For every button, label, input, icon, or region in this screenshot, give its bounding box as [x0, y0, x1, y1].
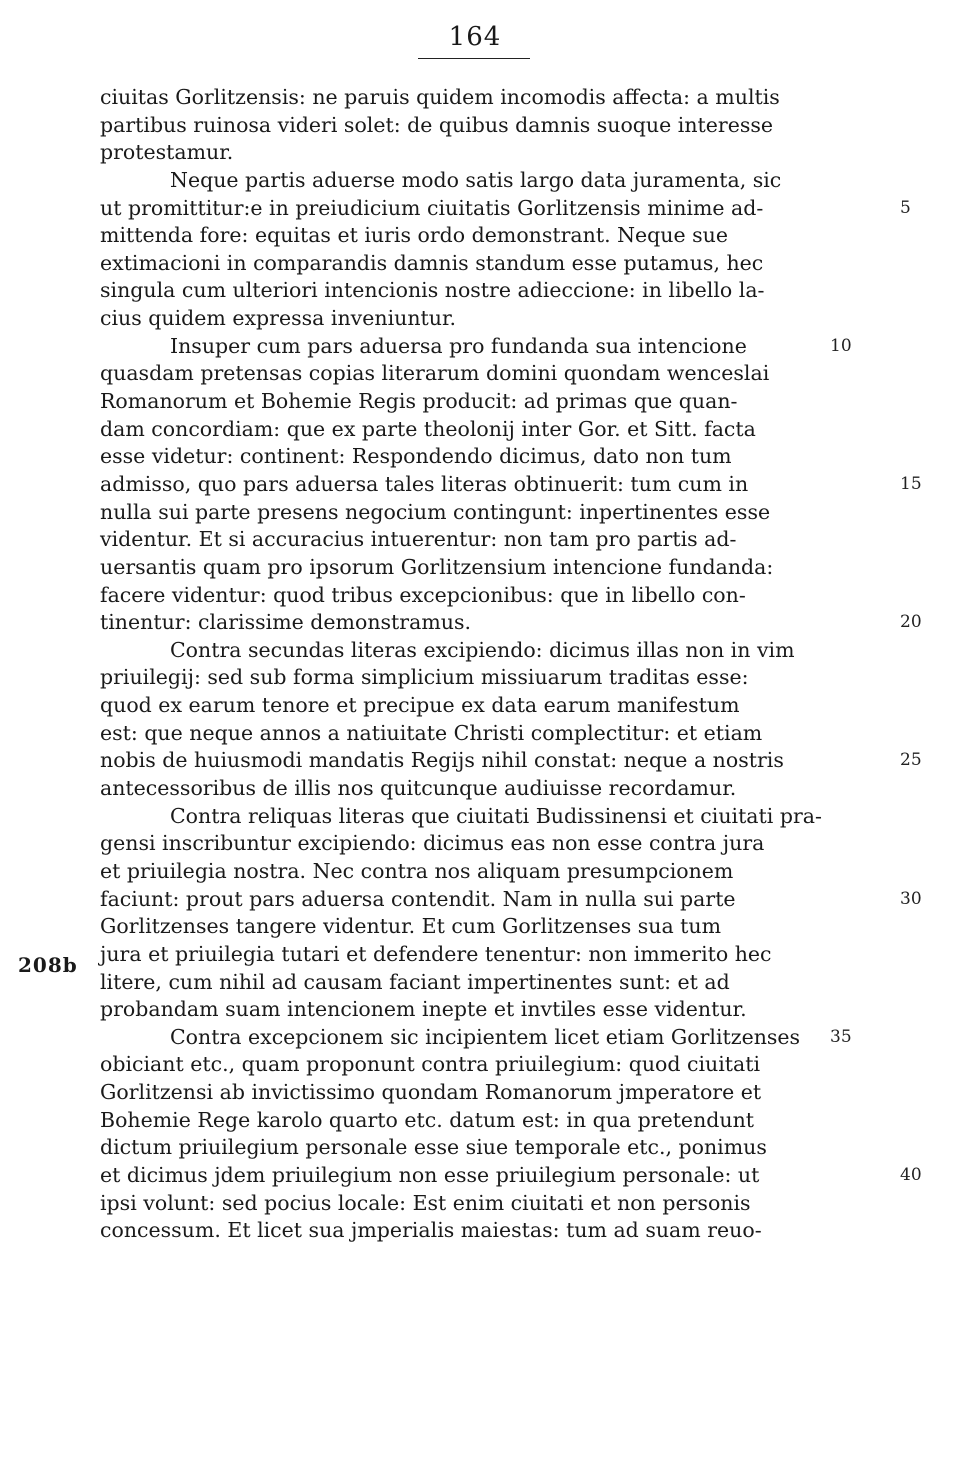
line-number: 10 [830, 335, 852, 356]
text-line [100, 1190, 890, 1218]
text-line [100, 1079, 890, 1107]
text-line [100, 526, 890, 554]
text-line [100, 167, 890, 195]
line-text: est: que neque annos a natiuitate Christi complectitur: et etiam [100, 720, 763, 745]
line-text: litere, cum nihil ad causam faciant impertinentes sunt: et ad [100, 969, 730, 994]
text-line [100, 471, 922, 499]
line-text: tinentur: clarissime demonstramus. [100, 610, 471, 635]
text-line [100, 941, 890, 969]
line-text: dictum priuilegium personale esse siue temporale etc., ponimus [100, 1135, 767, 1160]
text-line [100, 775, 890, 803]
text-line [100, 195, 911, 223]
text-line [100, 1107, 890, 1135]
line-text: faciunt: prout pars aduersa contendit. Nam in nulla sui parte [100, 886, 736, 911]
line-text: ut promittitur:e in preiudicium ciuitatis Gorlitzensis minime ad- [100, 195, 764, 220]
text-line [100, 886, 922, 914]
text-line [100, 803, 890, 831]
text-line [100, 112, 890, 140]
text-line [100, 858, 890, 886]
line-text: quod ex earum tenore et precipue ex data earum manifestum [100, 693, 740, 718]
line-text: mittenda fore: equitas et iuris ordo demonstrant. Neque sue [100, 223, 729, 248]
text-line [100, 582, 890, 610]
page-number-rule [418, 58, 530, 59]
line-text: nulla sui parte presens negocium contingunt: inpertinentes esse [100, 499, 771, 524]
line-text: et dicimus jdem priuilegium non esse priuilegium personale: ut [100, 1162, 760, 1187]
line-text: obiciant etc., quam proponunt contra priuilegium: quod ciuitati [100, 1052, 761, 1077]
text-line [100, 360, 890, 388]
line-text: esse videtur: continent: Respondendo dicimus, dato non tum [100, 444, 732, 469]
text-line [100, 333, 890, 361]
text-line [100, 720, 890, 748]
page-number: 164 [448, 22, 502, 52]
text-line [100, 139, 890, 167]
line-text: gensi inscribuntur excipiendo: dicimus eas non esse contra jura [100, 831, 765, 856]
line-text: Insuper cum pars aduersa pro fundanda sua intencione [170, 333, 747, 358]
text-line [100, 1051, 890, 1079]
text-line [100, 443, 890, 471]
line-text: Bohemie Rege karolo quarto etc. datum est: in qua pretendunt [100, 1107, 755, 1132]
line-text: Gorlitzensi ab invictissimo quondam Romanorum jmperatore et [100, 1080, 762, 1105]
line-text: jura et priuilegia tutari et defendere tenentur: non immerito hec [100, 941, 772, 966]
text-line [100, 1134, 890, 1162]
line-text: extimacioni in comparandis damnis standum esse putamus, hec [100, 250, 764, 275]
text-line [100, 416, 890, 444]
text-line [100, 84, 890, 112]
line-number: 40 [900, 1164, 922, 1185]
line-text: priuilegij: sed sub forma simplicium missiuarum traditas esse: [100, 665, 749, 690]
text-line [100, 692, 890, 720]
line-text: nobis de huiusmodi mandatis Regijs nihil constat: neque a nostris [100, 748, 784, 773]
line-text: videntur. Et si accuracius intuerentur: non tam pro partis ad- [100, 527, 737, 552]
text-line [100, 913, 890, 941]
line-text: concessum. Et licet sua jmperialis maiestas: tum ad suam reuo- [100, 1218, 762, 1243]
line-text: quasdam pretensas copias literarum domini quondam wenceslai [100, 361, 770, 386]
line-text: Gorlitzenses tangere videntur. Et cum Gorlitzenses sua tum [100, 914, 722, 939]
text-line [100, 969, 890, 997]
line-text: Romanorum et Bohemie Regis producit: ad primas que quan- [100, 389, 738, 414]
text-line [100, 637, 890, 665]
line-text: cius quidem expressa inveniuntur. [100, 306, 457, 331]
line-text: dam concordiam: que ex parte theolonij inter Gor. et Sitt. facta [100, 416, 756, 441]
line-text: antecessoribus de illis nos quitcunque audiuisse recordamur. [100, 776, 737, 801]
line-text: ipsi volunt: sed pocius locale: Est enim ciuitati et non personis [100, 1190, 751, 1215]
text-line [100, 747, 922, 775]
line-text: Contra secundas literas excipiendo: dicimus illas non in vim [170, 637, 795, 662]
text-line [100, 1217, 890, 1245]
line-text: facere videntur: quod tribus excepcionibus: que in libello con- [100, 582, 746, 607]
text-line [100, 664, 890, 692]
text-line [100, 499, 890, 527]
text-line [100, 222, 890, 250]
line-text: Contra excepcionem sic incipientem licet etiam Gorlitzenses [170, 1024, 801, 1049]
text-line [100, 1024, 890, 1052]
text-line [100, 250, 890, 278]
line-text: et priuilegia nostra. Nec contra nos aliquam presumpcionem [100, 858, 734, 883]
line-number: 20 [900, 612, 922, 633]
text-line [100, 305, 890, 333]
line-text: protestamur. [100, 140, 234, 165]
text-line [100, 996, 890, 1024]
text-line [100, 1162, 922, 1190]
text-line [100, 554, 890, 582]
line-text: admisso, quo pars aduersa tales literas obtinuerit: tum cum in [100, 471, 749, 496]
text-line [100, 388, 890, 416]
line-number: 25 [900, 750, 922, 771]
line-text: probandam suam intencionem inepte et invtiles esse videntur. [100, 997, 747, 1022]
line-text: Contra reliquas literas que ciuitati Budissinensi et ciuitati pra- [170, 803, 822, 828]
line-text: Neque partis aduerse modo satis largo data juramenta, sic [170, 167, 782, 192]
text-line [100, 830, 890, 858]
margin-note: 208b [18, 953, 78, 977]
line-text: partibus ruinosa videri solet: de quibus damnis suoque interesse [100, 112, 774, 137]
line-number: 15 [900, 473, 922, 494]
line-text: uersantis quam pro ipsorum Gorlitzensium intencione fundanda: [100, 554, 774, 579]
line-number: 5 [900, 197, 911, 218]
body-text [100, 84, 922, 1245]
line-text: ciuitas Gorlitzensis: ne paruis quidem incomodis affecta: a multis [100, 85, 780, 109]
line-text: singula cum ulteriori intencionis nostre adieccione: in libello la- [100, 278, 765, 303]
line-number: 35 [830, 1026, 852, 1047]
line-number: 30 [900, 888, 922, 909]
text-line [100, 277, 890, 305]
text-line [100, 609, 922, 637]
